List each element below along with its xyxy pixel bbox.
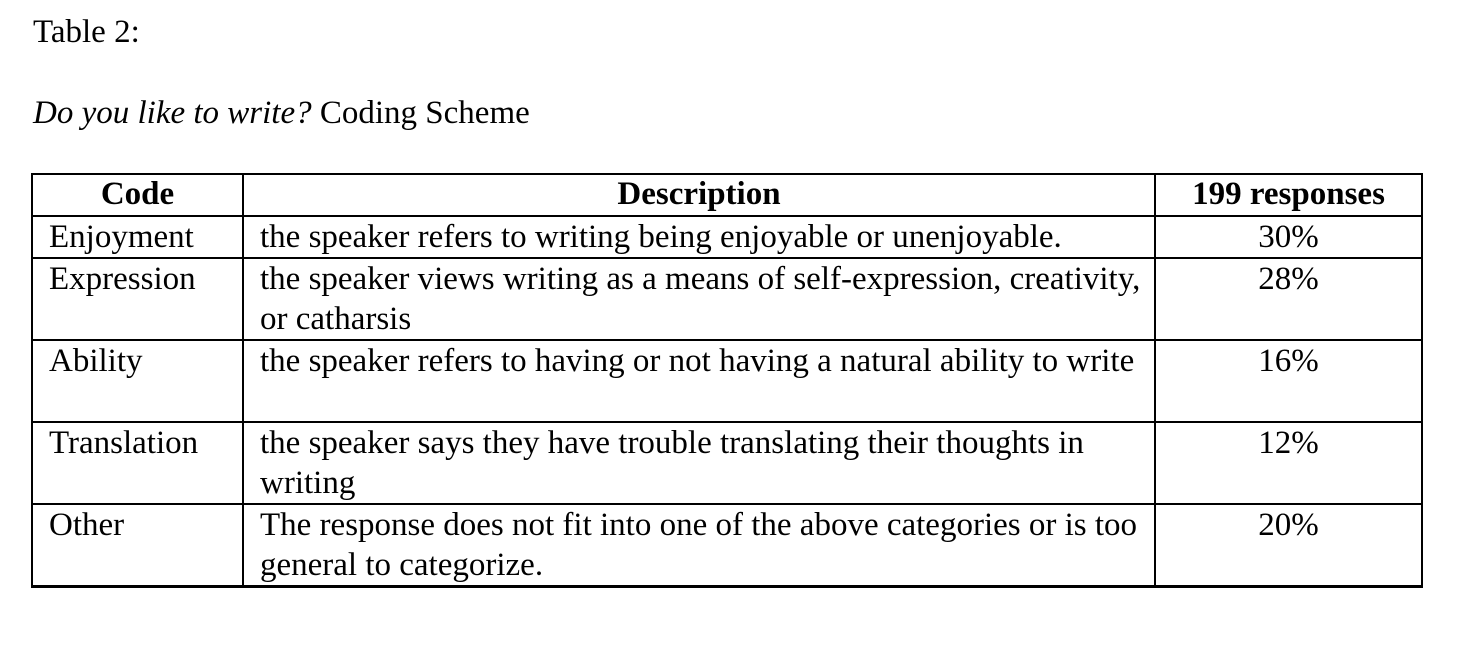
- table-row: [32, 258, 1422, 340]
- responses-cell: 12%: [1155, 422, 1422, 504]
- responses-cell: 30%: [1155, 216, 1422, 258]
- coding-scheme-table: [31, 173, 1423, 588]
- table-row: [32, 504, 1422, 587]
- code-cell: Translation: [32, 422, 243, 504]
- responses-cell: 16%: [1155, 340, 1422, 422]
- description-cell: the speaker views writing as a means of self-expression, creativity, or catharsis: [243, 258, 1155, 340]
- table-row: [32, 216, 1422, 258]
- description-cell: The response does not fit into one of the above categories or is too general to categorize.: [243, 504, 1155, 587]
- description-cell: the speaker refers to having or not having a natural ability to write: [243, 340, 1155, 422]
- description-cell: the speaker refers to writing being enjoyable or unenjoyable.: [243, 216, 1155, 258]
- table-row: [32, 340, 1422, 422]
- table-label: Table 2:: [33, 14, 140, 50]
- header-row: [32, 174, 1422, 216]
- code-cell: Expression: [32, 258, 243, 340]
- table-title: [33, 93, 530, 133]
- description-cell: the speaker says they have trouble translating their thoughts in writing: [243, 422, 1155, 504]
- table-title-scheme: Coding Scheme: [319, 95, 530, 131]
- header-code: Code: [32, 174, 243, 216]
- code-cell: Ability: [32, 340, 243, 422]
- table-row: [32, 422, 1422, 504]
- header-description: Description: [243, 174, 1155, 216]
- header-responses: 199 responses: [1155, 174, 1422, 216]
- code-cell: Other: [32, 504, 243, 587]
- code-cell: Enjoyment: [32, 216, 243, 258]
- responses-cell: 28%: [1155, 258, 1422, 340]
- table-title-question: Do you like to write?: [33, 95, 312, 131]
- responses-cell: 20%: [1155, 504, 1422, 587]
